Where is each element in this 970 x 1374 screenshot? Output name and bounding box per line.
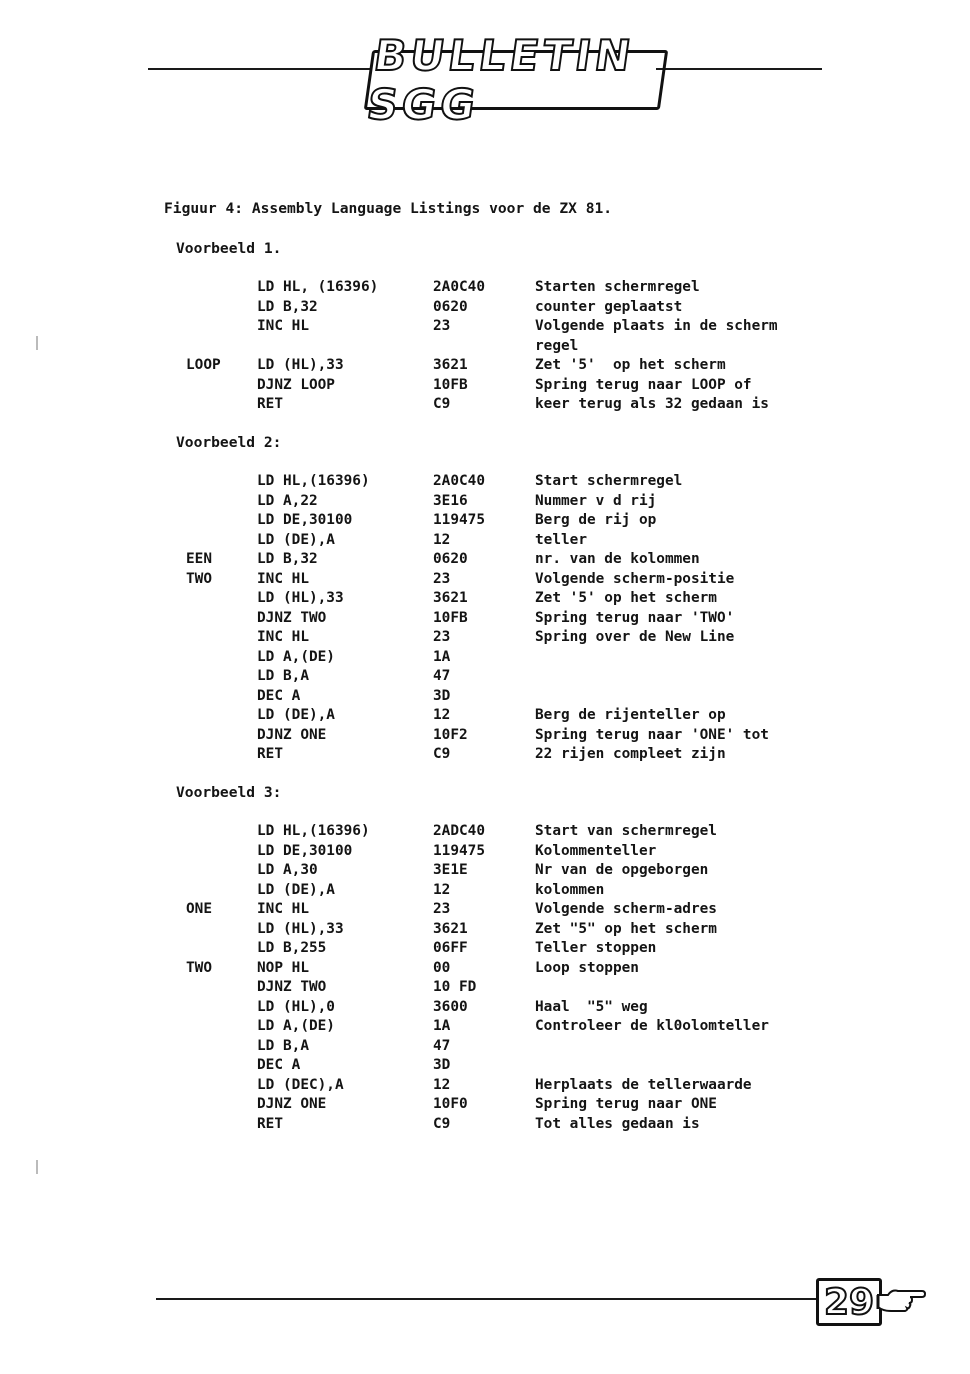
code-instruction: LD B,A: [257, 1037, 309, 1054]
code-instruction: INC HL: [257, 318, 309, 334]
code-comment: Starten schermregel: [535, 279, 700, 295]
code-hex: 3D: [433, 687, 451, 704]
code-comment: teller: [535, 531, 587, 548]
code-label: EEN: [186, 551, 212, 567]
code-comment: nr. van de kolommen: [535, 551, 700, 567]
code-instruction: LD HL,(16396): [257, 823, 370, 839]
code-label: TWO: [186, 570, 212, 587]
code-comment: Teller stoppen: [535, 940, 657, 956]
code-comment: Zet "5" op het scherm: [535, 920, 717, 937]
code-instruction: DEC A: [257, 1057, 301, 1073]
code-instruction: NOP HL: [257, 959, 309, 976]
code-instruction: LD (HL),33: [257, 357, 344, 373]
code-instruction: DJNZ TWO: [257, 609, 327, 626]
code-instruction: DJNZ TWO: [257, 979, 327, 995]
section-heading: Voorbeeld 1.: [176, 240, 282, 257]
section-heading: Voorbeeld 3:: [176, 784, 282, 801]
code-comment: Nummer v d rij: [535, 492, 657, 509]
code-comment: Kolommenteller: [535, 842, 657, 859]
code-hex: 1A: [433, 648, 451, 665]
code-comment: Spring over de New Line: [535, 629, 735, 645]
code-instruction: LD (DE),A: [257, 707, 335, 723]
code-comment: Controleer de kl0olomteller: [535, 1018, 769, 1034]
code-instruction: LD (DEC),A: [257, 1076, 344, 1093]
code-hex: 10F0: [433, 1096, 468, 1112]
code-instruction: INC HL: [257, 629, 309, 645]
header-rule-right: [656, 68, 822, 70]
code-hex: 2A0C40: [433, 473, 485, 489]
code-hex: 23: [433, 570, 451, 587]
header-rule-left: [148, 68, 370, 70]
code-comment: Spring terug naar 'ONE' tot: [535, 726, 769, 743]
code-comment: keer terug als 32 gedaan is: [535, 396, 769, 412]
code-comment: Volgende scherm-adres: [535, 901, 717, 917]
code-instruction: RET: [257, 746, 283, 762]
code-comment: Zet '5' op het scherm: [535, 357, 726, 373]
code-comment: Volgende plaats in de scherm: [535, 318, 778, 334]
code-instruction: RET: [257, 396, 283, 412]
code-hex: 23: [433, 629, 451, 645]
code-instruction: LD B,32: [257, 298, 318, 315]
code-hex: 119475: [433, 842, 485, 859]
code-instruction: LD B,255: [257, 940, 327, 956]
code-hex: 0620: [433, 551, 468, 567]
margin-mark: [36, 1160, 38, 1174]
code-hex: 3621: [433, 357, 468, 373]
code-hex: C9: [433, 746, 451, 762]
code-comment: Start van schermregel: [535, 823, 717, 839]
code-label: TWO: [186, 959, 212, 976]
margin-mark: [36, 336, 38, 350]
code-hex: 47: [433, 668, 451, 684]
code-instruction: LD A,(DE): [257, 648, 335, 665]
code-hex: 12: [433, 1076, 451, 1093]
code-hex: 3621: [433, 920, 468, 937]
code-hex: 47: [433, 1037, 451, 1054]
section-heading: Voorbeeld 2:: [176, 434, 282, 451]
bulletin-logo: BULLETIN SGG: [364, 50, 668, 110]
code-instruction: INC HL: [257, 901, 309, 917]
code-hex: C9: [433, 1115, 451, 1132]
code-comment: Berg de rijenteller op: [535, 707, 726, 723]
code-comment: Volgende scherm-positie: [535, 570, 735, 587]
code-comment: regel: [535, 337, 579, 354]
code-instruction: RET: [257, 1115, 283, 1132]
footer-rule: [156, 1298, 816, 1300]
code-instruction: DEC A: [257, 687, 301, 704]
code-instruction: LD A,(DE): [257, 1018, 335, 1034]
code-hex: 10FB: [433, 376, 468, 393]
code-instruction: LD A,22: [257, 492, 318, 509]
code-hex: 3E16: [433, 492, 468, 509]
code-hex: 10 FD: [433, 979, 477, 995]
code-hex: 3E1E: [433, 862, 468, 878]
code-instruction: DJNZ ONE: [257, 726, 327, 743]
code-instruction: LD (DE),A: [257, 881, 335, 898]
code-instruction: LD HL,(16396): [257, 473, 370, 489]
code-label: LOOP: [186, 357, 221, 373]
code-hex: 0620: [433, 298, 468, 315]
code-instruction: LD HL, (16396): [257, 279, 379, 295]
code-comment: Spring terug naar LOOP of: [535, 376, 752, 393]
code-hex: 1A: [433, 1018, 451, 1034]
code-comment: kolommen: [535, 881, 605, 898]
code-comment: Loop stoppen: [535, 959, 639, 976]
code-comment: Tot alles gedaan is: [535, 1115, 700, 1132]
code-instruction: LD B,A: [257, 668, 309, 684]
code-comment: Haal "5" weg: [535, 998, 648, 1015]
code-comment: Spring terug naar ONE: [535, 1096, 717, 1112]
code-comment: Zet '5' op het scherm: [535, 590, 717, 606]
code-instruction: LD DE,30100: [257, 512, 353, 528]
code-hex: C9: [433, 396, 451, 412]
code-comment: Berg de rij op: [535, 512, 657, 528]
code-hex: 12: [433, 531, 451, 548]
code-instruction: LD (DE),A: [257, 531, 335, 548]
code-instruction: INC HL: [257, 570, 309, 587]
figure-title: Figuur 4: Assembly Language Listings voor de ZX 81.: [164, 200, 613, 217]
code-hex: 3600: [433, 998, 468, 1015]
code-instruction: LD B,32: [257, 551, 318, 567]
code-hex: 10F2: [433, 726, 468, 743]
code-comment: counter geplaatst: [535, 298, 683, 315]
code-instruction: LD (HL),0: [257, 998, 335, 1015]
code-hex: 12: [433, 707, 451, 723]
code-hex: 00: [433, 959, 451, 976]
code-comment: Start schermregel: [535, 473, 683, 489]
code-instruction: LD (HL),33: [257, 920, 344, 937]
code-hex: 3D: [433, 1057, 451, 1073]
code-hex: 2A0C40: [433, 279, 485, 295]
code-comment: Spring terug naar 'TWO': [535, 609, 735, 626]
code-comment: Herplaats de tellerwaarde: [535, 1076, 752, 1093]
code-instruction: LD DE,30100: [257, 842, 353, 859]
code-instruction: LD (HL),33: [257, 590, 344, 606]
code-hex: 10FB: [433, 609, 468, 626]
code-hex: 12: [433, 881, 451, 898]
code-instruction: DJNZ LOOP: [257, 376, 335, 393]
code-comment: Nr van de opgeborgen: [535, 862, 709, 878]
page-number: 29: [816, 1278, 882, 1326]
code-hex: 119475: [433, 512, 485, 528]
code-hex: 23: [433, 318, 451, 334]
code-comment: 22 rijen compleet zijn: [535, 746, 726, 762]
code-hex: 3621: [433, 590, 468, 606]
code-label: ONE: [186, 901, 212, 917]
code-hex: 2ADC40: [433, 823, 485, 839]
code-hex: 23: [433, 901, 451, 917]
pointing-hand-icon: [876, 1287, 926, 1313]
code-hex: 06FF: [433, 940, 468, 956]
code-instruction: DJNZ ONE: [257, 1096, 327, 1112]
code-instruction: LD A,30: [257, 862, 318, 878]
